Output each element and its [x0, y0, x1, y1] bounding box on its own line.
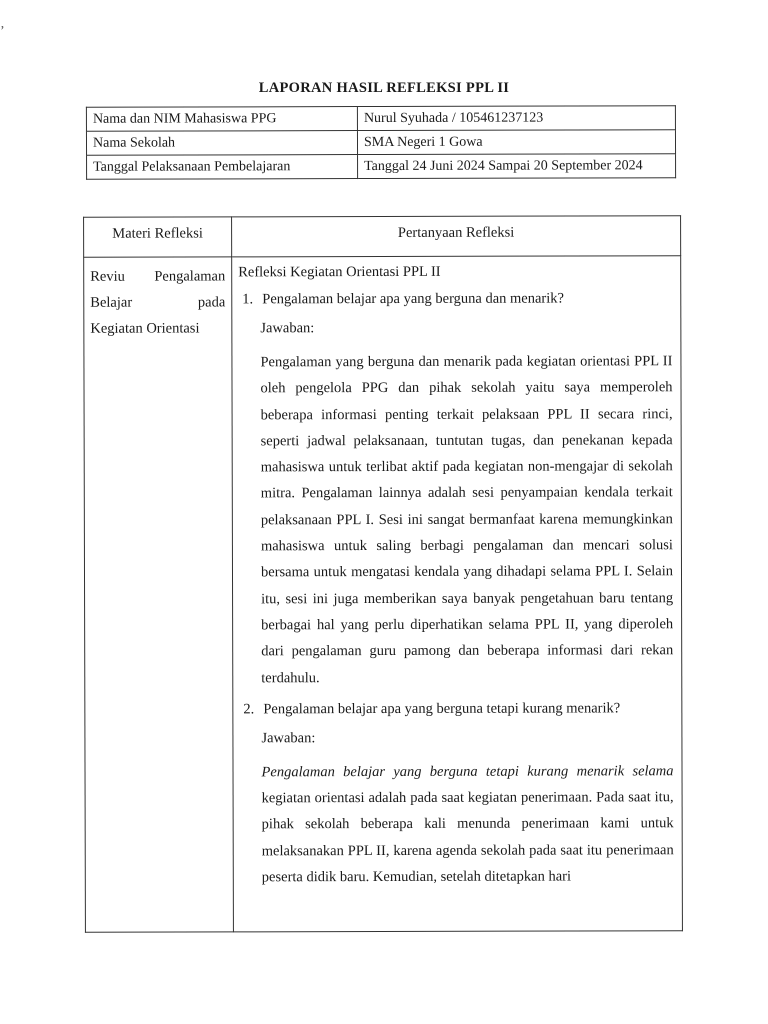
identity-table: [86, 105, 676, 180]
date-value: Tanggal 24 Juni 2024 Sampai 20 September 2024: [358, 154, 676, 179]
reflection-table: [83, 215, 683, 933]
materi-line: Belajar pada: [90, 294, 226, 311]
question-2: [239, 700, 673, 718]
question-text: Pengalaman belajar apa yang berguna dan menarik?: [262, 290, 564, 308]
pertanyaan-cell: [232, 256, 683, 932]
table-row: [86, 106, 675, 132]
document-title: LAPORAN HASIL REFLEKSI PPL II: [258, 80, 510, 96]
question-text: Pengalaman belajar apa yang berguna tetapi kurang menarik?: [263, 700, 621, 718]
question-number: 2.: [243, 701, 255, 718]
answer-text: Pengalaman belajar yang berguna tetapi kurang menarik selama kegiatan orientasi adalah pada saat kegiatan penerimaan. Pada saat itu, pihak sekolah beberapa kali menunda penerimaan kami untuk melaksanakan PPL II, karena agenda sekolah pada saat itu penerimaan peserta didik baru. Kemudian, setelah ditetapkan hari: [261, 763, 674, 886]
materi-line: Reviu Pengalaman: [90, 268, 226, 285]
student-name-label: Nama dan NIM Mahasiswa PPG: [86, 107, 357, 132]
section-title: Refleksi Kegiatan Orientasi PPL II: [238, 263, 441, 281]
question-1: [238, 290, 672, 308]
table-header-row: [84, 216, 681, 258]
scan-mark: ’: [0, 24, 5, 39]
table-row: [86, 130, 675, 156]
table-row: [87, 154, 676, 180]
table-row: [84, 256, 683, 933]
materi-cell: [84, 257, 234, 932]
answer-label: Jawaban:: [261, 730, 316, 747]
answer-label: Jawaban:: [260, 320, 315, 337]
date-label: Tanggal Pelaksanaan Pembelajaran: [87, 155, 358, 180]
school-name-value: SMA Negeri 1 Gowa: [357, 130, 675, 155]
pertanyaan-header: Pertanyaan Refleksi: [232, 216, 681, 257]
school-name-label: Nama Sekolah: [86, 131, 357, 156]
materi-header: Materi Refleksi: [84, 217, 232, 257]
answer-text: Pengalaman yang berguna dan menarik pada kegiatan orientasi PPL II oleh pengelola PPG dan pihak sekolah yaitu saya memperoleh beberapa informasi penting terkait pelaksaan PPL II secara rinci, seperti jadwal pelaksanaan, tuntutan tugas, dan penekanan kepada mahasiswa untuk terlibat aktif pada kegiatan non-mengajar di sekolah mitra. Pengalaman lainnya adalah sesi penyampaian kendala terkait pelaksanaan PPL I. Sesi ini sangat bermanfaat karena memungkinkan mahasiswa untuk saling berbagi pengalaman dan mencari solusi bersama untuk mengatasi kendala yang dihadapi selama PPL I. Selain itu, sesi ini juga memberikan saya banyak pengetahuan baru tentang berbagai hal yang perlu diperhatikan selama PPL II, yang diperoleh dari pengalaman guru pamong dan beberapa informasi dari rekan terdahulu.: [260, 353, 674, 686]
student-name-value: Nurul Syuhada / 105461237123: [357, 106, 675, 131]
question-number: 1.: [242, 291, 254, 308]
materi-line: Kegiatan Orientasi: [90, 320, 200, 337]
